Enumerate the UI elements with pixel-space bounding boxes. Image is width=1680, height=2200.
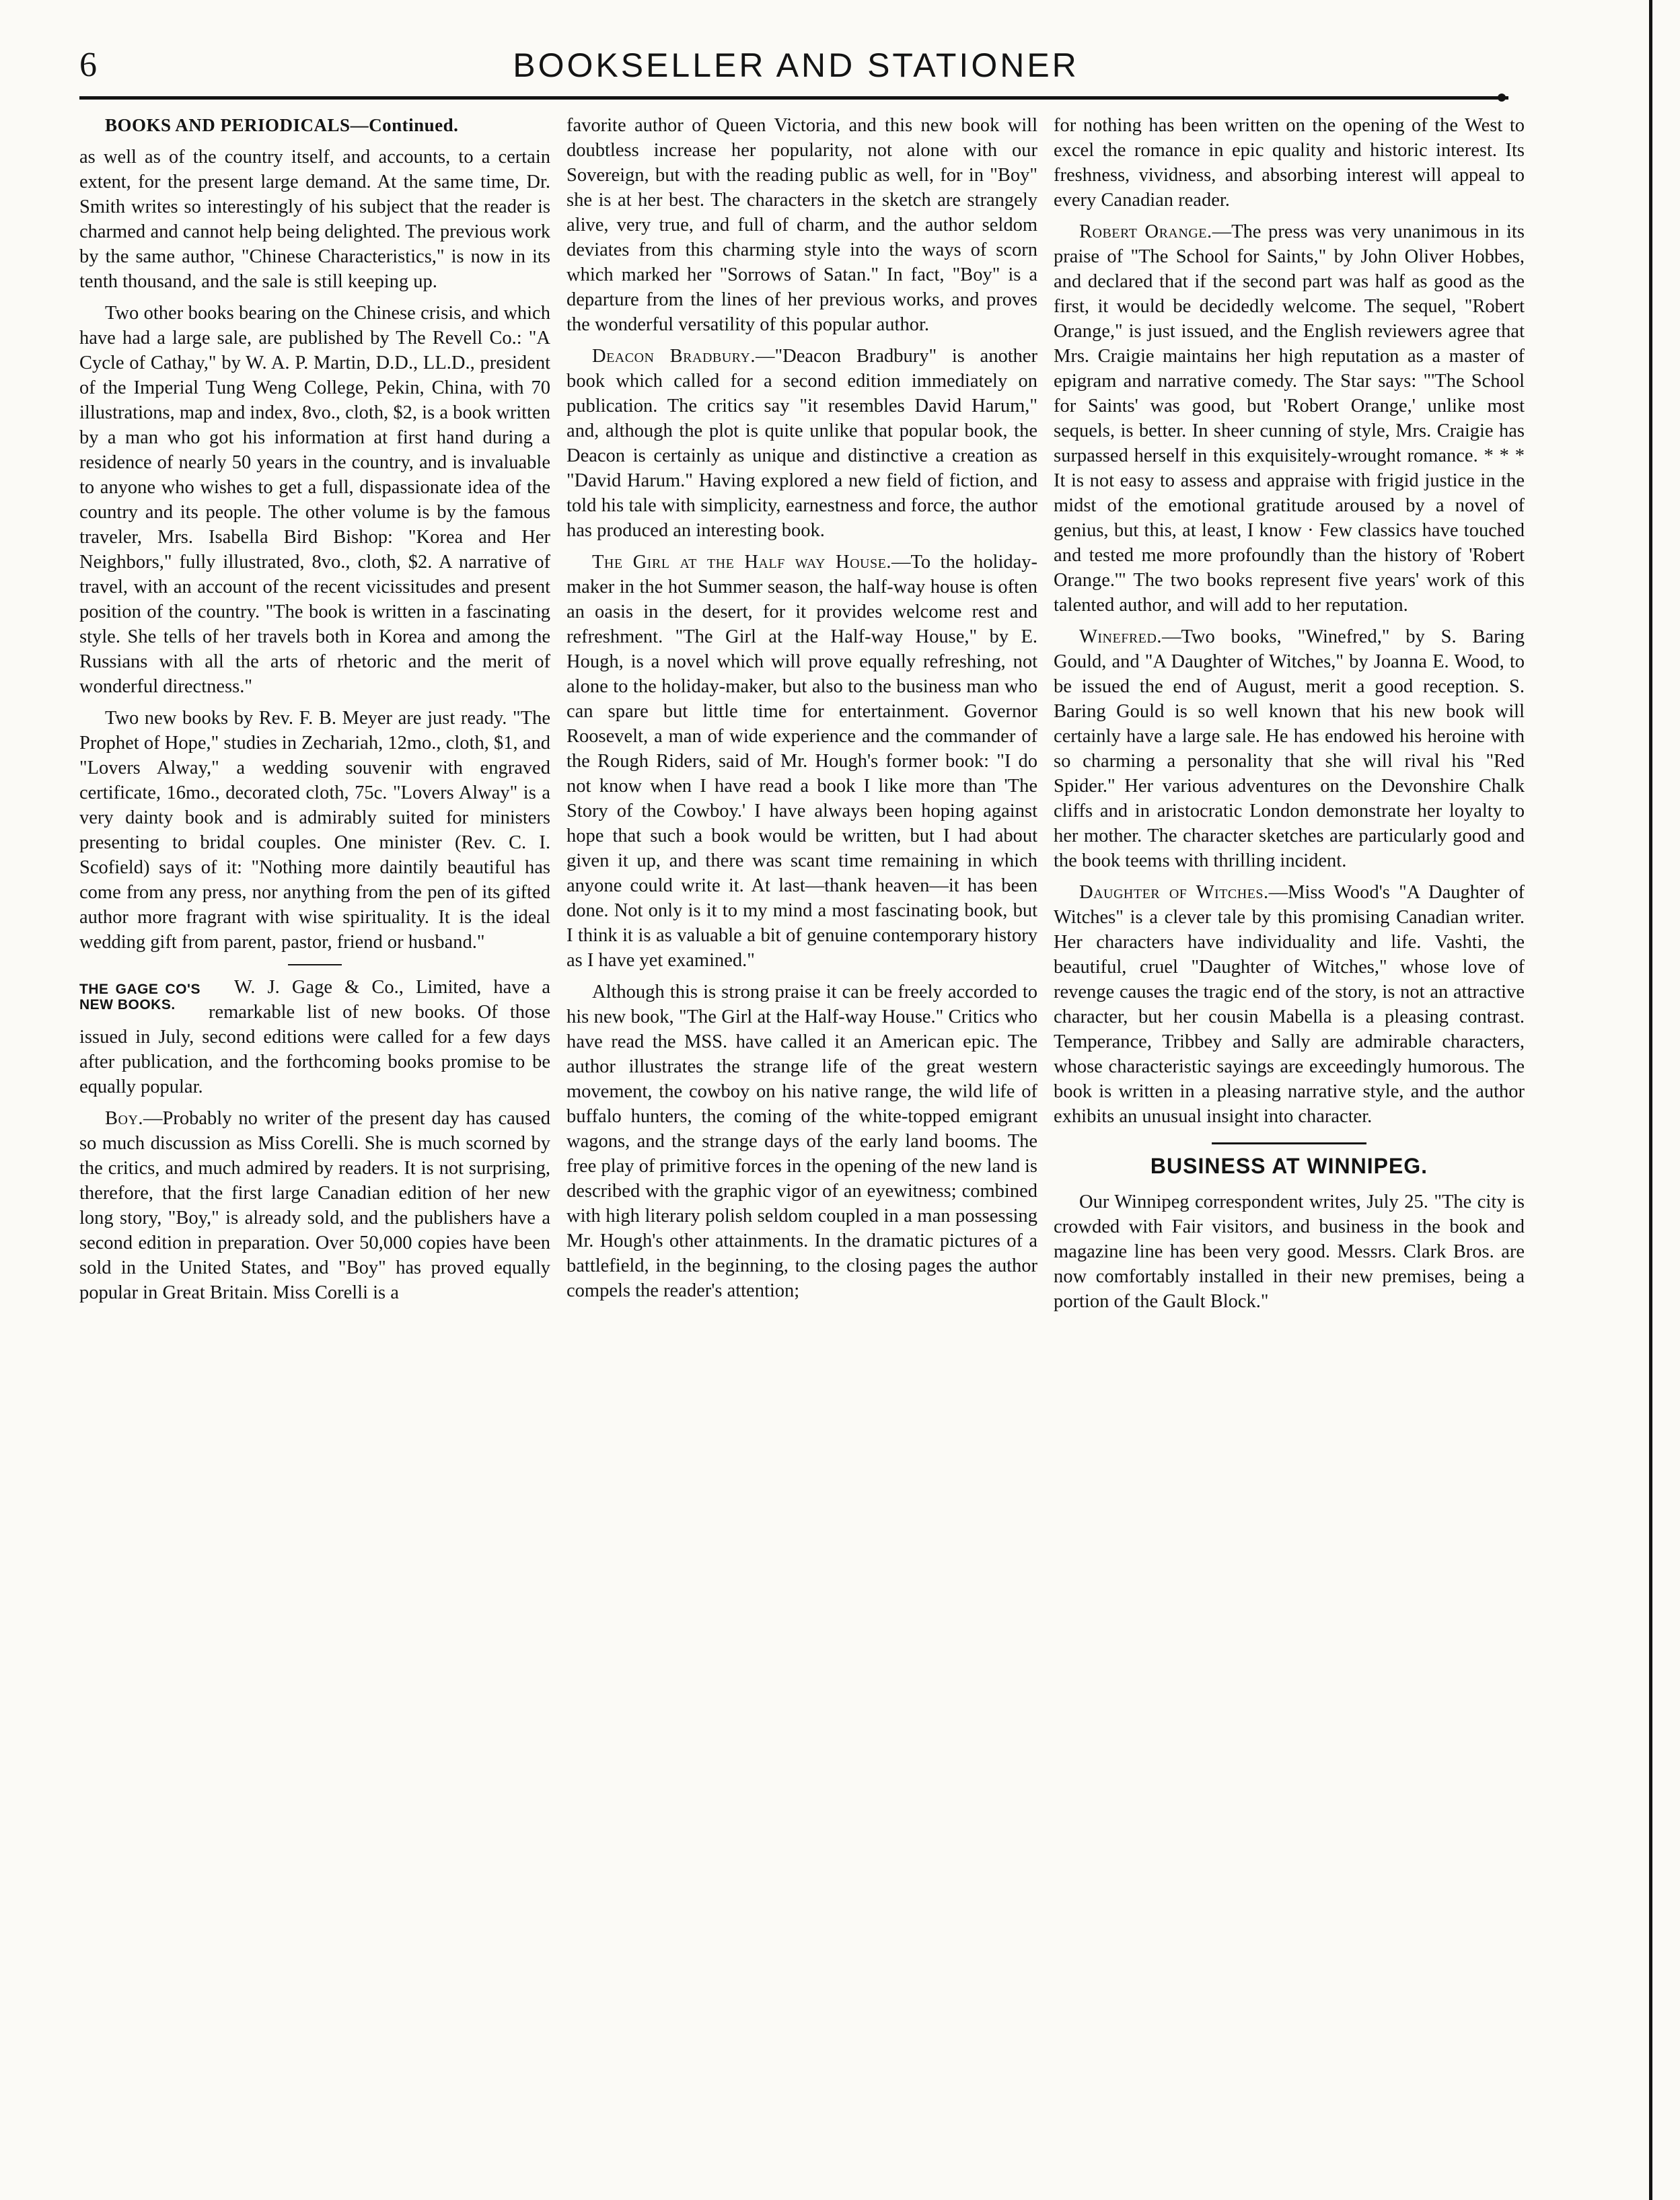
review-lead: Robert Orange.	[1079, 221, 1212, 242]
review-lead: Winefred.	[1079, 626, 1162, 647]
business-heading: BUSINESS AT WINNIPEG.	[1150, 1154, 1428, 1178]
robert-review	[1054, 219, 1525, 618]
column-2	[567, 113, 1037, 2172]
review-lead: The Girl at the Half way House.	[592, 552, 891, 573]
running-title: BOOKSELLER AND STATIONER	[513, 46, 1079, 84]
deacon-review	[567, 344, 1037, 543]
side-heading: THE GAGE CO'S NEW BOOKS.	[79, 982, 200, 1013]
article-paragraph: Our Winnipeg correspondent writes, July 25. "The city is crowded with Fair visitors, and business in the book and magazine line has been very good. Messrs. Clark Bros. are now comfortably installed in their new premises, being a portion of the Gault Block."	[1054, 1191, 1525, 1312]
header-rule	[79, 96, 1508, 100]
review-text: —"Deacon Bradbury" is another book which called for a second edition immediately on publication. The critics say "it resembles David Harum," and, although the plot is quite unlike that popular book, the Deacon is certainly as unique and distinctive a creation as "David Harum." Having explored a new field of fiction, and told his tale with simplicity, earnestness and force, the author has produced an interesting book.	[567, 346, 1037, 541]
page-edge-rule	[1649, 0, 1652, 2200]
review-text: —To the holiday-maker in the hot Summer season, the half-way house is often an oasis in the desert, for it provides welcome rest and refreshment. "The Girl at the Half-way House," by E. Hough, is a novel which will prove equally refreshing, not alone to the holiday-maker, but also to the business man who can spare but little time for entertainment. Governor Roosevelt, a man of wide experience and the commander of the Rough Riders, said of Mr. Hough's former book: "I do not know when I have read a book I like more than 'The Story of the Cowboy.' I have always been hoping against hope that such a book would be written, but I had about given it up, and there was scant time remaining in which anyone could write it. At last—thank heaven—it has been done. Not only is it to my mind a most fascinating book, but I think it is as valuable a bit of genuine contemporary history as I have yet examined."	[567, 552, 1037, 971]
winefred-review	[1054, 624, 1525, 873]
page-header	[79, 42, 1512, 89]
review-lead: Daughter of Witches.	[1079, 882, 1269, 903]
divider-rule	[1212, 1142, 1366, 1144]
header-rule-dot	[1498, 94, 1506, 102]
review-text: —Two books, "Winefred," by S. Baring Gould, and "A Daughter of Witches," by Joanna E. Wood, to be issued the end of August, merit a good reception. S. Baring Gould is so well known that his new book will certainly have a large sale. He has endowed his heroine with so charming a personality that she will rival his "Red Spider." Her various adventures on the Devonshire Chalk cliffs and in aristocratic London demonstrate her loyalty to her mother. The character sketches are particularly good and the book teems with thrilling incident.	[1054, 626, 1525, 871]
article-paragraph: W. J. Gage & Co., Limited, have a remarkable list of new books. Of those issued in July, second editions were called for a few days after publication, and the forthcoming books promise to be equally popular.	[79, 977, 550, 1097]
section-heading: BOOKS AND PERIODICALS—Continued.	[105, 115, 459, 135]
daughter-review	[1054, 880, 1525, 1129]
review-lead: Boy.	[105, 1108, 144, 1129]
page-number: 6	[79, 46, 97, 84]
article-paragraph: favorite author of Queen Victoria, and this new book will doubtless increase her popularity, not alone with our Sovereign, but with the reading public as well, for in "Boy" she is at her best. The characters in the sketch are strangely alive, very true, and full of charm, and the author seldom deviates from this charming style into the ways of scorn which marked her "Sorrows of Satan." In fact, "Boy" is a departure from the lines of her previous works, and proves the wonderful versatility of this popular author.	[567, 115, 1037, 335]
divider-rule	[288, 964, 342, 965]
column-1	[79, 113, 550, 2172]
article-paragraph: as well as of the country itself, and accounts, to a certain extent, for the present large demand. At the same time, Dr. Smith writes so interestingly of his subject that the reader is charmed and cannot help being delighted. The previous work by the same author, "Chinese Characteristics," is now in its tenth thousand, and the sale is still keeping up.	[79, 147, 550, 292]
article-paragraph: Two new books by Rev. F. B. Meyer are just ready. "The Prophet of Hope," studies in Zechariah, 12mo., cloth, $1, and "Lovers Alway," a wedding souvenir with engraved certificate, 16mo., decorated cloth, 75c. "Lovers Alway" is a very dainty book and is admirably suited for ministers presenting to bridal couples. One minister (Rev. C. I. Scofield) says of it: "Nothing more daintily beautiful has come from any press, nor anything from the pen of its gifted author more fragrant with wise spirituality. It is the ideal wedding gift from parent, pastor, friend or husband."	[79, 708, 550, 953]
boy-review	[79, 1106, 550, 1305]
article-paragraph: Two other books bearing on the Chinese crisis, and which have had a large sale, are published by The Revell Co.: "A Cycle of Cathay," by W. A. P. Martin, D.D., LL.D., president of the Imperial Tung Weng College, Pekin, China, with 70 illustrations, map and index, 8vo., cloth, $2, is a book written by a man who got his information at first hand during a residence of nearly 50 years in the country, and is invaluable to anyone who wishes to get a full, dispassionate idea of the country and its people. The other volume is by the famous traveler, Mrs. Isabella Bird Bishop: "Korea and Her Neighbors," fully illustrated, 8vo., cloth, $2. A narrative of travel, with an account of the recent vicissitudes and present position of the country. "The book is written in a fascinating style. She tells of her travels both in Korea and among the Russians with all the arts of rhetoric and the merit of wonderful directness."	[79, 303, 550, 697]
review-lead: Deacon Bradbury.	[592, 346, 756, 367]
gage-notice	[79, 975, 550, 1099]
column-3	[1054, 113, 1525, 2172]
article-paragraph: Although this is strong praise it can be freely accorded to his new book, "The Girl at the Half-way House." Critics who have read the MSS. have called it an American epic. The author illustrates the strange life of the great western movement, the cowboy on his native range, the wild life of buffalo hunters, the coming of the white-topped emigrant wagons, and the strange days of the early land booms. The free play of primitive forces in the opening of the new land is described with the graphic vigor of an eyewitness; combined with high literary polish seldom coupled in a man possessing Mr. Hough's other attainments. In the dramatic pictures of a battlefield, in the beginning, to the closing pages the author compels the reader's attention;	[567, 982, 1037, 1301]
girl-review	[567, 550, 1037, 973]
review-text: —Probably no writer of the present day has caused so much discussion as Miss Corelli. She is much scorned by the critics, and much admired by readers. It is not surprising, therefore, that the first large Canadian edition of her new long story, "Boy," is already sold, and the publishers have a second edition in preparation. Over 50,000 copies have been sold in the United States, and "Boy" has proved equally popular in Great Britain. Miss Corelli is a	[79, 1108, 550, 1303]
review-text: —The press was very unanimous in its praise of "The School for Saints," by John Oliver Hobbes, and declared that if the second part was half as good as the first, it would be decidedly welcome. The sequel, "Robert Orange," is just issued, and the English reviewers agree that Mrs. Craigie maintains her high reputation as a master of epigram and narrative comedy. The Star says: "'The School for Saints' was good, but 'Robert Orange,' unlike most sequels, is better. In sheer cunning of style, Mrs. Craigie has surpassed herself in this exquisitely-wrought romance. * * * It is not easy to assess and appraise with frigid justice in the midst of the emotional gratitude aroused by a novel of genius, but this, at least, I know · Few classics have touched and tested me more profoundly than the history of 'Robert Orange.'" The two books represent five years' work of this talented author, and will add to her reputation.	[1054, 221, 1525, 616]
article-paragraph: for nothing has been written on the opening of the West to excel the romance in epic quality and historic interest. Its freshness, vividness, and absorbing interest will appeal to every Canadian reader.	[1054, 115, 1525, 211]
review-text: —Miss Wood's "A Daughter of Witches" is a clever tale by this promising Canadian writer. Her characters have individuality and life. Vashti, the beautiful, cruel "Daughter of Witches," whose love of revenge causes the tragic end of the story, is not an attractive character, but her cousin Mabella is a pleasing contrast. Temperance, Tribbey and Sally are admirable characters, whose characteristic sayings are exceedingly humorous. The book is written in a pleasing narrative style, and the author exhibits an unusual insight into character.	[1054, 882, 1525, 1127]
